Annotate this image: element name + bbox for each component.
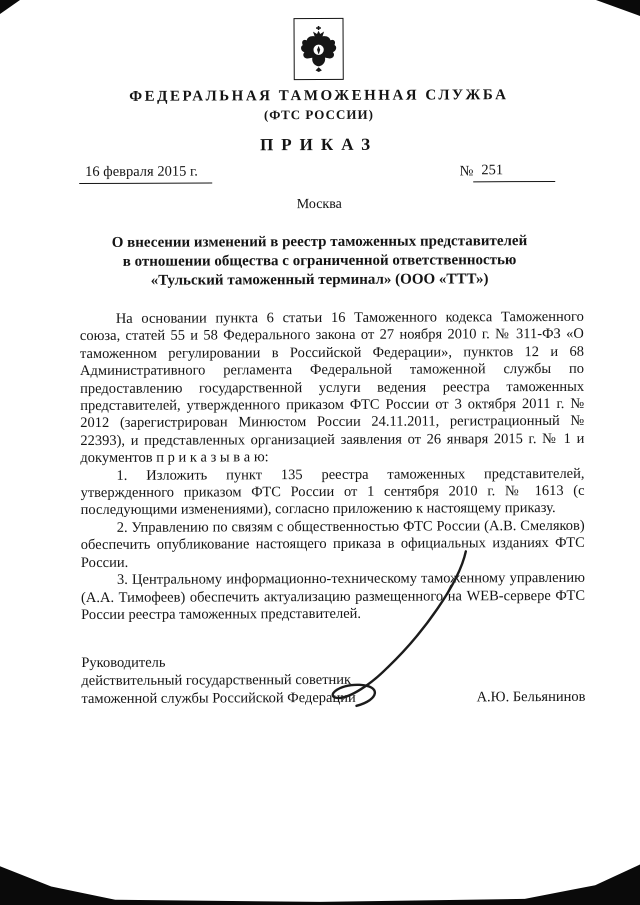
doc-date: 16 февраля 2015 г. [79, 163, 212, 184]
paragraph-item-2: 2. Управлению по связям с общественностью ФТС России (А.В. Смеляков) обеспечить опубликование настоящего приказа в официальных изданиях ФТС России. [80, 517, 585, 571]
doc-number-group [460, 162, 556, 182]
signer-position-line-1: Руководитель [81, 654, 166, 672]
doc-type-heading: ПРИКАЗ [260, 134, 379, 155]
paragraph-item-3: 3. Центральному информационно-техническому таможенному управлению (А.А. Тимофеев) обеспечить актуализацию размещенного на WEB-сервере ФТС России реестра таможенных представителей. [80, 569, 586, 623]
doc-title-line-3: «Тульский таможенный терминал» (ООО «ТТТ») [150, 271, 489, 289]
signer-position-line-2: действительный государственный советник [81, 672, 352, 690]
doc-title [69, 232, 569, 291]
paragraph-preamble: На основании пункта 6 статьи 16 Таможенного кодекса Таможенного союза, статей 55 и 58 Федерального закона от 27 ноября 2010 г. № 311-ФЗ «О таможенном регулировании в Российской Федерации», пунктов 12 и 68 Административного регламента Федеральной таможенной службы по предоставлению государственной услуги ведения реестра таможенных представителей, утвержденного приказом ФТС России от 3 октября 2011 г. № 2012 (зарегистрирован Минюстом России 24.11.2011, регистрационный № 22393), и представленных организацией заявления от 26 января 2015 г. № 1 и документов п р и к а з ы в а ю: [79, 308, 585, 467]
scan-artifact-top-left [0, 0, 20, 14]
doc-number: 251 [473, 162, 555, 182]
doc-title-line-1: О внесении изменений в реестр таможенных представителей [111, 233, 528, 251]
doc-body [80, 309, 585, 625]
russian-coat-of-arms-icon [300, 25, 338, 73]
emblem-box [293, 18, 343, 80]
doc-city: Москва [296, 196, 342, 213]
signature-block [81, 652, 585, 708]
signer-position-line-3: таможенной службы Российской Федерации [81, 690, 356, 708]
paragraph-item-1: 1. Изложить пункт 135 реестра таможенных представителей, утвержденного приказом ФТС России от 1 сентября 2010 г. № 1613 (с последующими изменениями), согласно приложению к настоящему приказу. [80, 465, 585, 519]
doc-title-line-2: в отношении общества с ограниченной ответственностью [122, 252, 517, 270]
signer-name: А.Ю. Бельянинов [476, 689, 586, 706]
scan-artifact-bottom [0, 861, 640, 905]
org-abbr: (ФТС РОССИИ) [263, 106, 374, 123]
signature-row [81, 688, 585, 708]
org-name: ФЕДЕРАЛЬНАЯ ТАМОЖЕННАЯ СЛУЖБА [129, 87, 509, 105]
document-content [0, 17, 640, 709]
date-number-row [79, 162, 583, 184]
doc-number-label: № [459, 163, 474, 180]
scan-artifact-top-right [596, 0, 640, 16]
